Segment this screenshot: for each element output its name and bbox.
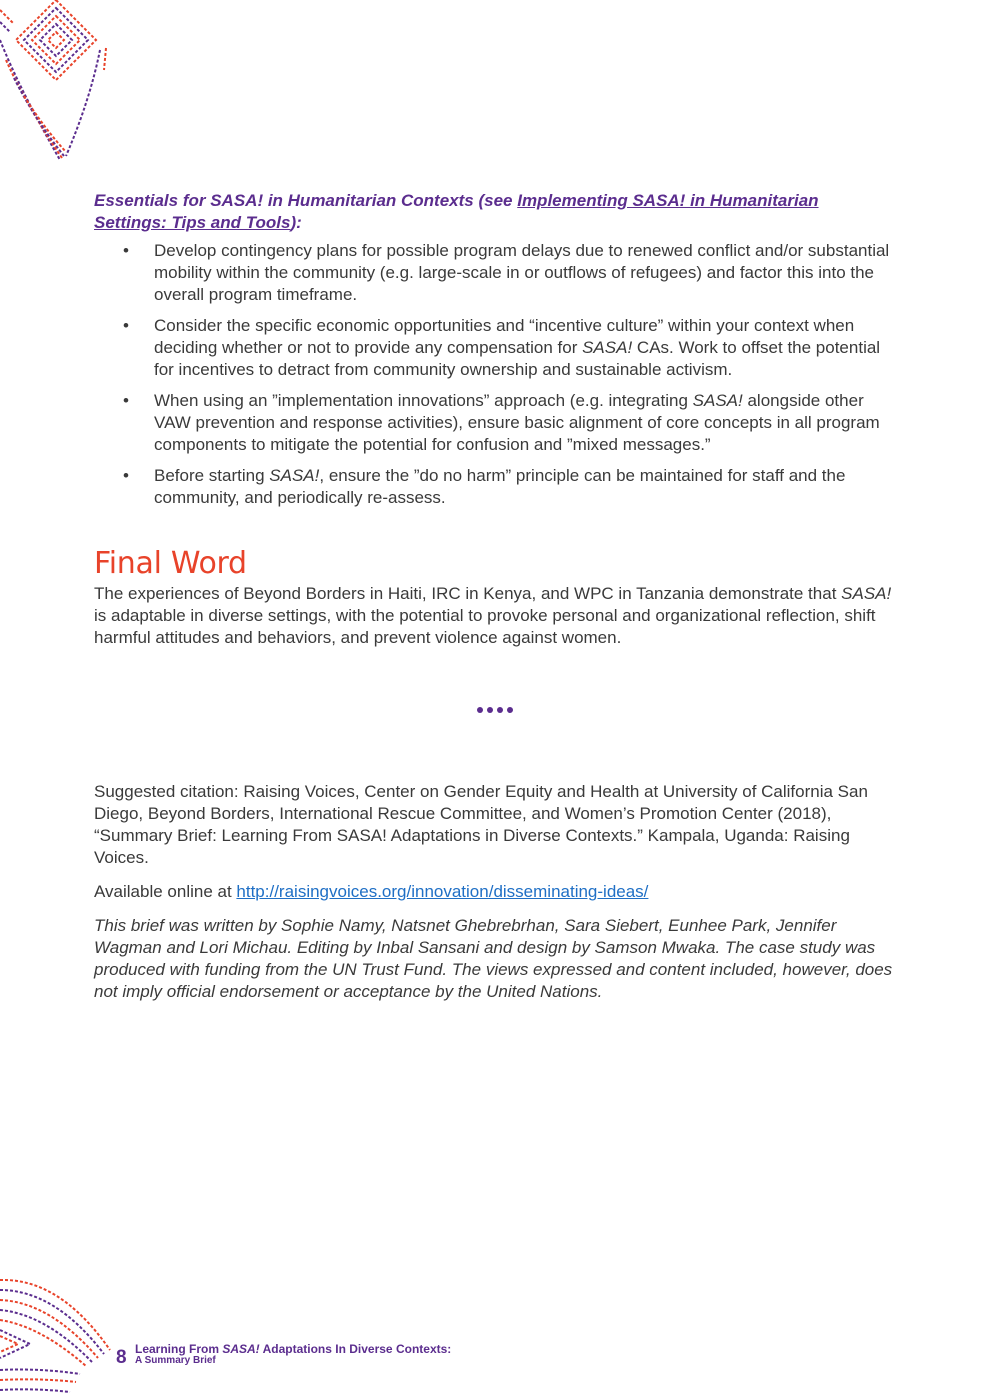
list-item (94, 390, 894, 456)
essentials-heading-text: Essentials for SASA! in Humanitarian Contexts (see (94, 191, 518, 210)
essentials-heading (94, 190, 894, 234)
final-word-title: Final Word (94, 546, 247, 581)
suggested-citation: Suggested citation: Raising Voices, Center on Gender Equity and Health at University of California San Diego, Beyond Borders, International Rescue Committee, and Women’s Promotion Center (2018), “Summary Brief: Learning From SASA! Adaptations in Diverse Contexts.” Kampala, Uganda: Raising Voices. (94, 782, 868, 867)
footer-title-text: Learning From (135, 1342, 223, 1356)
bullet-text: Develop contingency plans for possible program delays due to renewed conflict and/or substantial mobility within the community (e.g. large-scale in or outflows of refugees) and factor this into the overall program timeframe. (154, 241, 890, 304)
list-item (94, 315, 894, 381)
decorative-pattern-bottom (0, 1270, 112, 1400)
final-word-text-after: is adaptable in diverse settings, with the potential to provoke personal and organizational reflection, shift harmful attitudes and behaviors, and prevent violence against women. (94, 606, 876, 647)
bullet-icon: • (123, 241, 129, 260)
bullet-text-after: CAs. Work to offset the potential for incentives to detract from community ownership and sustainable activism. (154, 338, 881, 379)
divider-dot (497, 707, 503, 713)
bullet-text-after: , ensure the ”do no harm” principle can be maintained for staff and the community, and periodically re-assess. (154, 466, 846, 507)
citation-section (94, 781, 894, 1015)
footer-title-emphasis: SASA! (222, 1342, 260, 1356)
essentials-list (94, 240, 894, 509)
final-word-emphasis: SASA! (841, 584, 892, 603)
bullet-text: Consider the specific economic opportunities and “incentive culture” within your context when deciding whether or not to provide any compensation for (154, 316, 855, 357)
credits-text: This brief was written by Sophie Namy, Natsnet Ghebrebrhan, Sara Siebert, Eunhee Park, Jennifer Wagman and Lori Michau. Editing by Inbal Sansani and design by Samson Mwaka. The case study was produced with funding from the UN Trust Fund. The views expressed and content included, however, does not imply official endorsement or acceptance by the United Nations. (94, 916, 893, 1001)
available-online-label: Available online at (94, 882, 237, 901)
divider-dot (477, 707, 483, 713)
raisingvoices-link[interactable]: http://raisingvoices.org/innovation/disseminating-ideas/ (236, 882, 649, 901)
essentials-section (94, 190, 894, 518)
list-item (94, 240, 894, 306)
humanitarian-tips-link[interactable]: Implementing SASA! in Humanitarian Settings: Tips and Tools (94, 191, 819, 232)
final-word-text: The experiences of Beyond Borders in Haiti, IRC in Kenya, and WPC in Tanzania demonstrate that (94, 584, 842, 603)
section-divider-dots (0, 700, 989, 718)
bullet-text: When using an ”implementation innovations” approach (e.g. integrating (154, 391, 693, 410)
divider-dot (507, 707, 513, 713)
page-number: 8 (116, 1347, 127, 1368)
bullet-icon: • (123, 316, 129, 335)
final-word-paragraph (94, 583, 894, 649)
bullet-emphasis: SASA! (692, 391, 743, 410)
bullet-icon: • (123, 391, 129, 410)
divider-dot (487, 707, 493, 713)
decorative-pattern-top (0, 0, 112, 162)
footer-title-text-after: Adaptations In Diverse Contexts: (259, 1342, 452, 1356)
bullet-text: Before starting (154, 466, 270, 485)
bullet-emphasis: SASA! (269, 466, 320, 485)
bullet-text-after: alongside other VAW prevention and response activities), ensure basic alignment of core concepts in all program components to mitigate the potential for confusion and ”mixed messages.” (154, 391, 880, 454)
available-online (94, 881, 894, 903)
essentials-heading-suffix: ): (290, 213, 302, 232)
footer-subtitle: A Summary Brief (135, 1355, 216, 1366)
list-item (94, 465, 894, 509)
bullet-emphasis: SASA! (582, 338, 633, 357)
bullet-icon: • (123, 466, 129, 485)
final-word-section (94, 545, 894, 649)
